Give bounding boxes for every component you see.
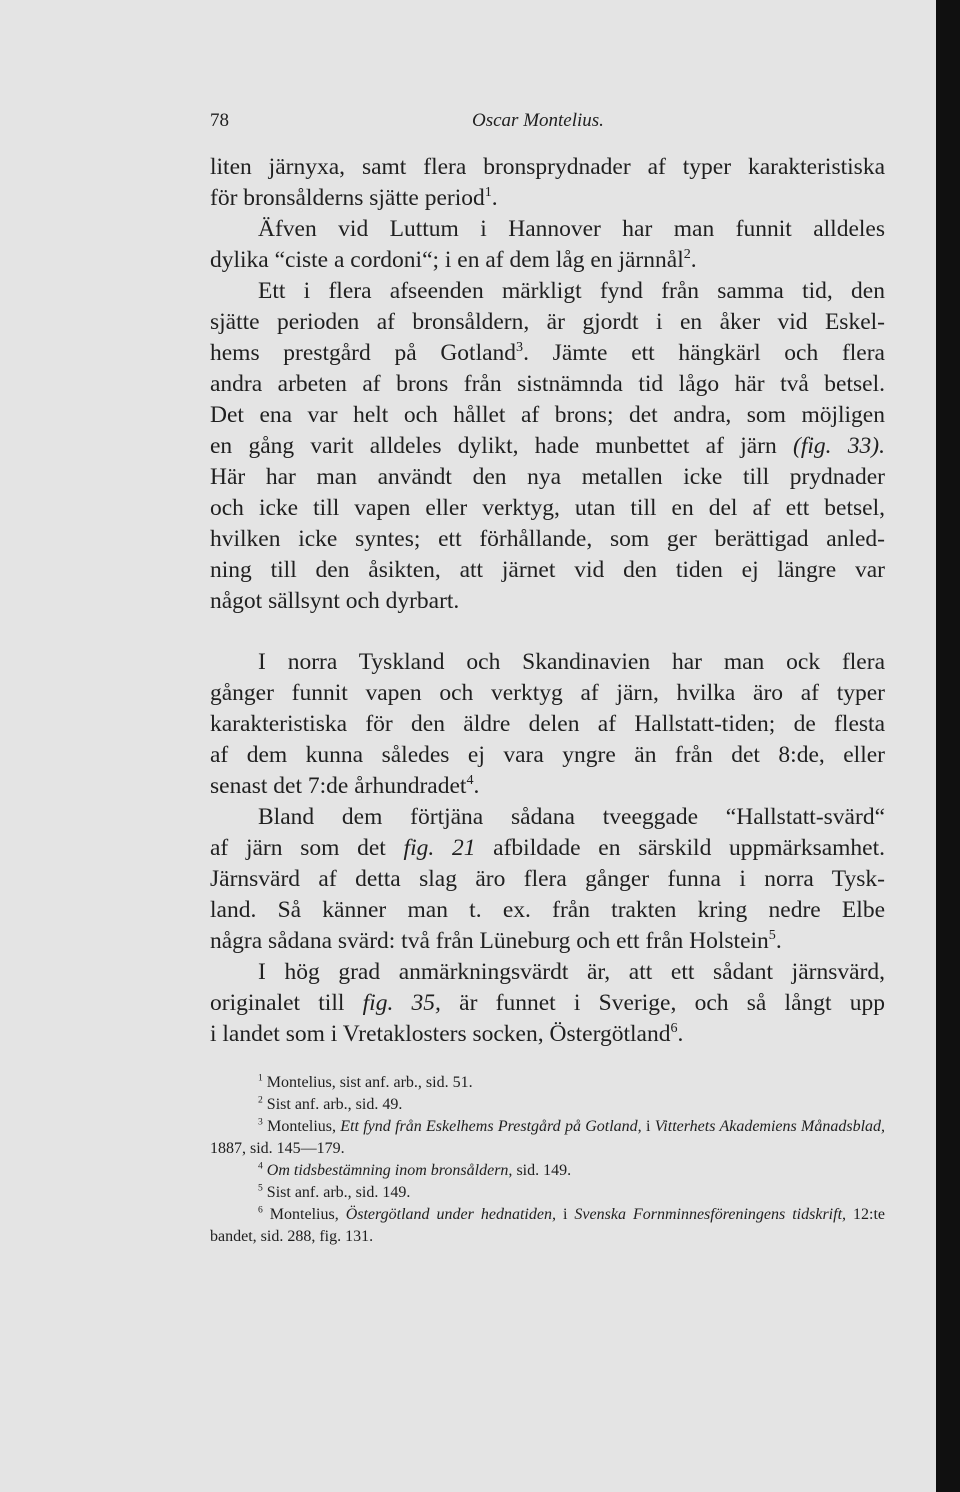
citation-journal: Svenska Fornminnesföreningens tidskrift, [574,1206,847,1223]
footnote-ref[interactable]: 2 [683,246,691,263]
text-line: några sådana svärd: två från Lüneburg och ett från Holstein$^5$. [210,927,782,954]
footnote-6: $^6$ Montelius, Östergötland under hednatiden, i Svenska Fornminnesföreningens tidskrift, 12:te bandet, sid. 288, fig. 131. [210,1204,886,1245]
page-header [210,108,885,134]
text-line: I hög grad anmärkningsvärdt är, att ett sådant järnsvärd, [258,959,885,985]
citation-title: Östergötland under hednatiden, [345,1206,556,1223]
text-line: af järn som det fig. 21 afbildade en särskild uppmärksamhet. [210,835,886,861]
footnote-ref[interactable]: 1 [484,184,492,201]
text-line: dylika “ciste a cordoni“; i en af dem låg en järnnål$^2$. [210,246,697,273]
footnote-ref[interactable]: 6 [670,1020,678,1037]
footnote-2: $^2$ Sist anf. arb., sid. 49. [258,1094,403,1113]
text-line: Det ena var helt och hållet af brons; det andra, som möjligen [210,402,885,428]
text-line: senast det 7:de århundradet$^4$. [210,772,480,799]
running-head: Oscar Montelius. [472,110,604,131]
figure-ref[interactable]: fig. 35, [362,990,441,1016]
text-line: i landet som i Vretaklosters socken, Östergötland$^6$. [210,1020,684,1047]
paragraph-4 [210,802,885,957]
footnote-ref[interactable]: 5 [768,927,776,944]
text-line: Ett i flera afseenden märkligt fynd från samma tid, den [258,278,885,304]
text-line: andra arbeten af brons från sistnämnda tid lågo här två betsel. [210,371,885,397]
text-line: hvilken icke syntes; ett förhållande, som ger berättigad anled- [210,526,885,552]
footnote-3: $^3$ Montelius, Ett fynd från Eskelhems Prestgård på Gotland, i Vitterhets Akademiens Månadsblad, 1887, sid. 145—179. [210,1116,886,1157]
text-line: af dem kunna således ej vara yngre än från det 8:de, eller [210,742,885,768]
footnote-number: 3 [258,1116,263,1128]
footnote-number: 4 [258,1160,263,1172]
text-line: hems prestgård på Gotland$^3$. Jämte ett hängkärl och flera [210,339,885,366]
footnotes [210,1072,885,1248]
paragraph-2 [210,276,885,617]
figure-ref[interactable]: fig. 21 [403,835,476,861]
text-line: I norra Tyskland och Skandinavien har man ock flera [258,649,885,675]
text-line: Bland dem förtjäna sådana tveeggade “Hallstatt-svärd“ [258,804,885,830]
footnote-number: 5 [258,1182,263,1194]
citation-title: Ett fynd från Eskelhems Prestgård på Gotland, [340,1118,642,1135]
text-line: Järnsvärd af detta slag äro flera gånger funna i norra Tysk- [210,866,885,892]
footnote-number: 6 [258,1204,263,1216]
text-line: något sällsynt och dyrbart. [210,588,460,614]
footnote-5: $^5$ Sist anf. arb., sid. 149. [258,1182,411,1201]
figure-ref[interactable]: (fig. 33). [793,433,885,459]
text-line: originalet till fig. 35, är funnet i Sverige, och så långt upp [210,990,886,1016]
footnote-ref[interactable]: 3 [516,339,524,356]
text-line: en gång varit alldeles dylikt, hade munbettet af järn (fig. 33). [210,433,885,459]
paragraph-3 [210,647,885,802]
text-line: gånger funnit vapen och verktyg af järn, hvilka äro af typer [210,680,885,706]
text-line: och icke till vapen eller verktyg, utan till en del af ett betsel, [210,495,885,521]
text-line: Här har man användt den nya metallen icke till prydnader [210,464,885,490]
paragraph-5 [210,957,885,1050]
text-line: sjätte perioden af bronsåldern, är gjordt i en åker vid Eskel- [210,309,885,335]
footnote-number: 2 [258,1094,263,1106]
text-line: karakteristiska för den äldre delen af Hallstatt-tiden; de flesta [210,711,885,737]
footnote-number: 1 [258,1072,263,1084]
text-line: för bronsålderns sjätte period$^1$. [210,184,498,211]
citation-journal: Vitterhets Akademiens Månadsblad, [654,1118,886,1135]
footnote-4: $^4$ Om tidsbestämning inom bronsåldern, sid. 149. [258,1160,572,1179]
page-number: 78 [210,110,229,131]
footnote-ref[interactable]: 4 [466,772,474,789]
text-line: Äfven vid Luttum i Hannover har man funnit alldeles [258,216,885,242]
footnote-1: $^1$ Montelius, sist anf. arb., sid. 51. [258,1072,473,1091]
text-line: land. Så känner man t. ex. från trakten kring nedre Elbe [210,897,885,923]
paragraph-1 [210,152,885,276]
text-line: ning till den åsikten, att järnet vid den tiden ej längre var [210,557,885,583]
scan-border [936,0,960,1492]
body-text [210,152,885,1050]
citation-title: Om tidsbestämning inom bronsåldern, [266,1162,513,1179]
text-line: liten järnyxa, samt flera bronsprydnader af typer karakteristiska [210,154,885,180]
